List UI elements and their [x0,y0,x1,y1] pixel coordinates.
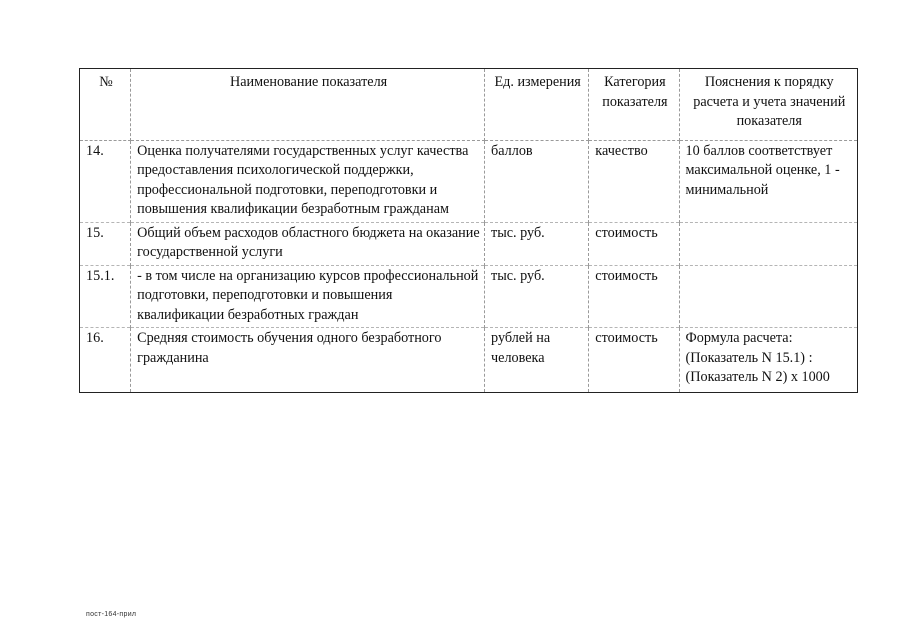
row-name: Оценка получателями государственных услуг качества предоставления психологической поддержки, профессиональной подготовки, переподготовки и повышения квалификации безработным гражданам [131,140,485,222]
footer-file-mark: пост-164-прил [86,611,137,618]
row-unit: рублей на человека [485,328,589,393]
row-name: Общий объем расходов областного бюджета на оказание государственной услуги [131,222,485,265]
table-row [80,265,858,328]
row-note [679,222,857,265]
table-header-row [80,69,858,141]
row-category: стоимость [589,328,679,393]
table-row [80,328,858,393]
row-category: стоимость [589,222,679,265]
row-note: Формула расчета: (Показатель N 15.1) : (Показатель N 2) x 1000 [679,328,857,393]
header-unit: Ед. измерения [485,69,589,141]
header-category: Категория показателя [589,69,679,141]
row-num: 14. [80,140,131,222]
row-num: 15.1. [80,265,131,328]
row-unit: тыс. руб. [485,265,589,328]
row-category: качество [589,140,679,222]
indicators-table [79,68,858,393]
row-name: Средняя стоимость обучения одного безработного гражданина [131,328,485,393]
row-num: 16. [80,328,131,393]
header-name: Наименование показателя [131,69,485,141]
row-name: - в том числе на организацию курсов профессиональной подготовки, переподготовки и повышения квалификации безработных граждан [131,265,485,328]
row-num: 15. [80,222,131,265]
table-row [80,140,858,222]
row-note [679,265,857,328]
row-unit: тыс. руб. [485,222,589,265]
row-category: стоимость [589,265,679,328]
table-row [80,222,858,265]
header-note: Пояснения к порядку расчета и учета значений показателя [679,69,857,141]
row-note: 10 баллов соответствует максимальной оценке, 1 - минимальной [679,140,857,222]
row-unit: баллов [485,140,589,222]
header-num: № [80,69,131,141]
